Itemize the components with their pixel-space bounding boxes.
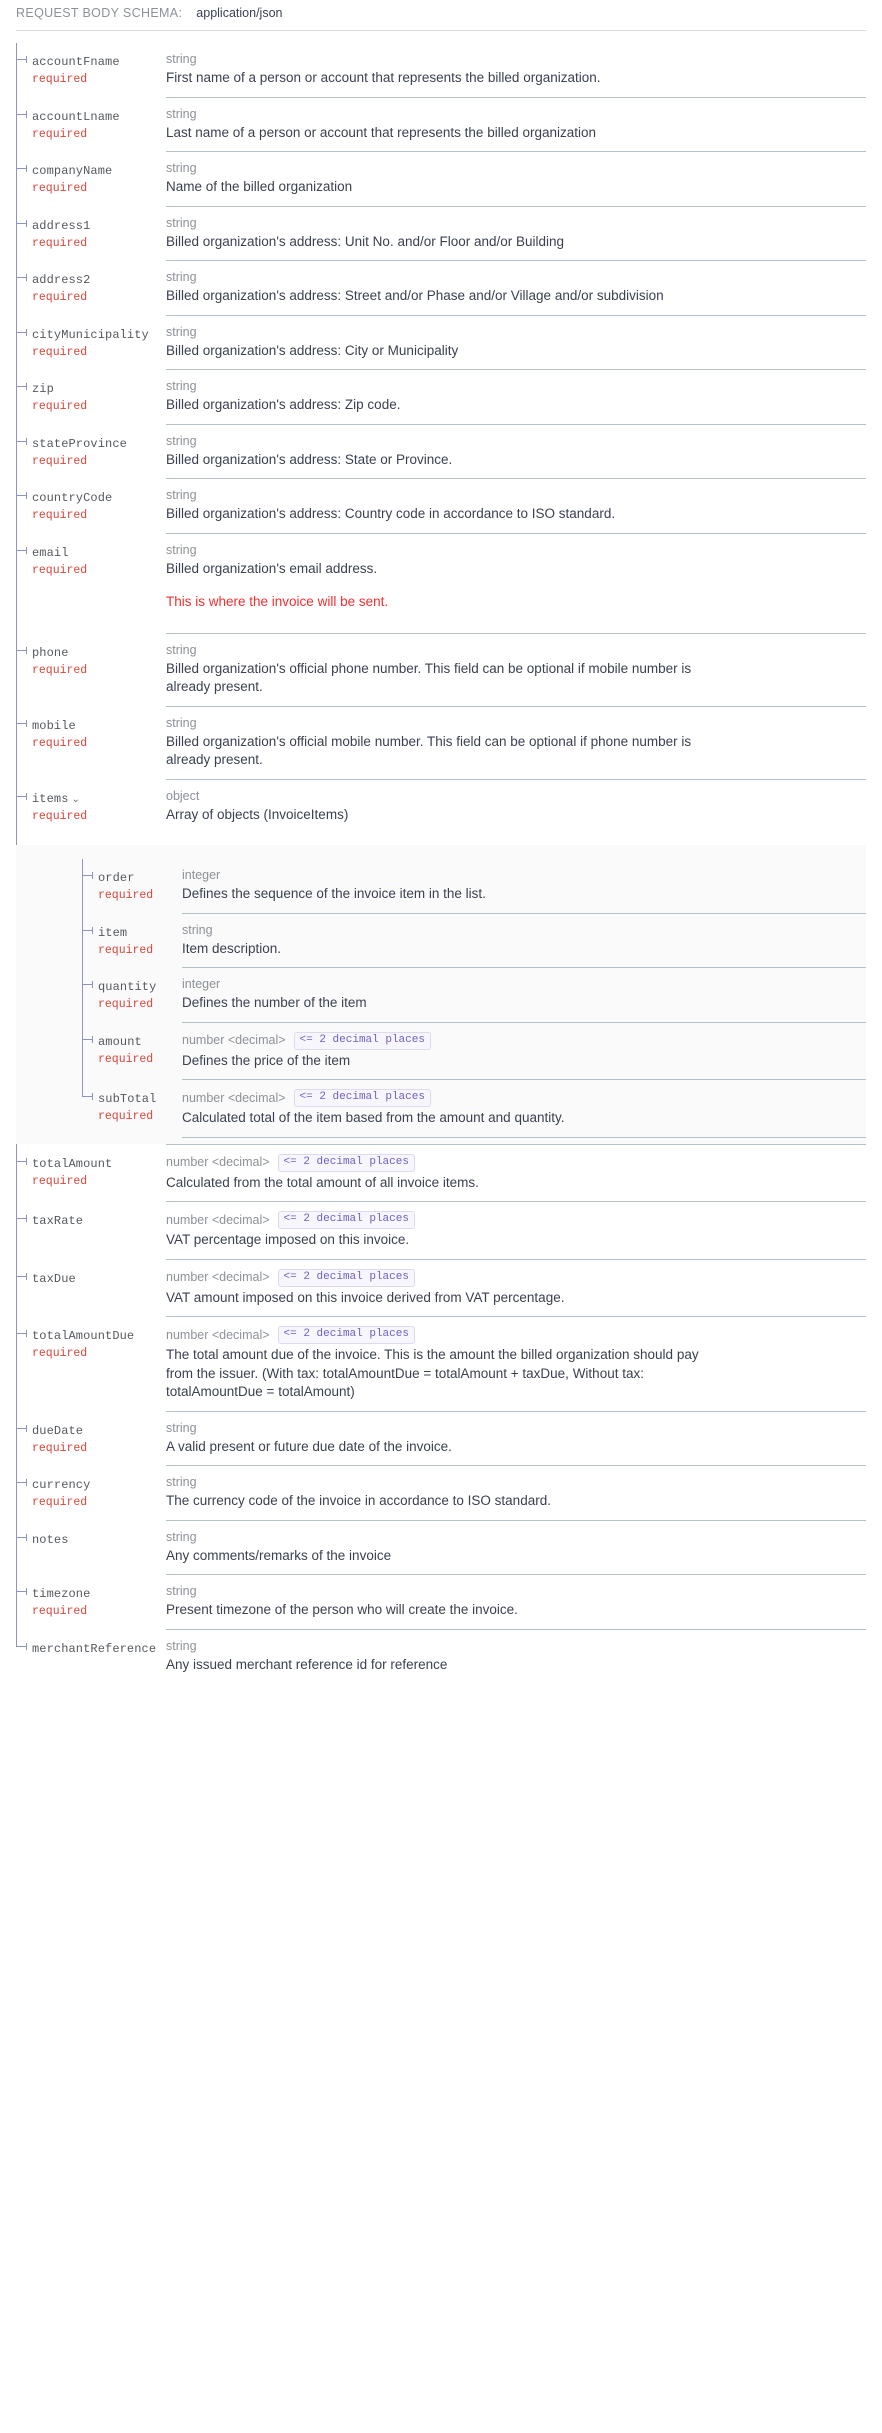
schema-property-row: [16, 43, 866, 97]
property-name-cell: [16, 1145, 166, 1198]
property-name: cityMunicipality: [32, 327, 149, 342]
required-badge: required: [32, 291, 88, 304]
tree-connector-icon: [16, 59, 27, 60]
property-info-cell: [166, 207, 866, 261]
decimal-constraint-badge: <= 2 decimal places: [294, 1032, 431, 1050]
property-name: taxDue: [32, 1271, 76, 1286]
required-badge: required: [98, 1110, 154, 1123]
property-description: The total amount due of the invoice. This is the amount the billed organization should pay from the issuer. (With tax: totalAmountDue = totalAmount + taxDue, Without tax: totalAmountDue = totalAmount): [166, 1347, 699, 1399]
property-description: Last name of a person or account that represents the billed organization: [166, 124, 597, 140]
schema-property-row: [16, 425, 866, 479]
schema-property-row: [16, 534, 866, 633]
schema-property-row: [16, 1145, 866, 1202]
property-name-cell: [16, 1260, 166, 1296]
schema-property-row: [16, 1202, 866, 1259]
required-badge: required: [32, 345, 88, 359]
property-name-cell: [16, 98, 166, 151]
property-name-cell: [16, 425, 166, 478]
property-name: email: [32, 545, 69, 560]
property-type-line: [166, 1639, 866, 1654]
property-name: subTotal: [98, 1092, 157, 1106]
tree-connector-icon: [16, 1276, 27, 1277]
nested-schema-tree: [16, 859, 866, 1138]
schema-property-row: [16, 479, 866, 533]
header-divider: [16, 30, 866, 31]
tree-connector-icon: [16, 114, 27, 115]
schema-property-row: [16, 152, 866, 206]
property-type: object: [166, 788, 200, 803]
tree-connector-icon: [16, 332, 27, 333]
schema-property-row: [16, 1466, 866, 1520]
property-info-cell: [166, 98, 866, 152]
schema-property-row: [16, 914, 866, 968]
property-type: number <decimal>: [166, 1155, 270, 1169]
property-name-cell: [16, 914, 182, 967]
schema-property-row: [16, 859, 866, 913]
property-info-cell: [166, 152, 866, 206]
property-name: items: [32, 791, 69, 806]
property-info-cell: [166, 1260, 866, 1317]
property-description: Name of the billed organization: [166, 179, 353, 194]
decimal-constraint-badge: <= 2 decimal places: [278, 1269, 415, 1287]
property-description: Present timezone of the person who will create the invoice.: [166, 1602, 518, 1617]
property-type: number <decimal>: [166, 1327, 270, 1342]
property-type: string: [166, 1420, 197, 1435]
required-badge: required: [98, 943, 154, 957]
property-info-cell: [166, 1412, 866, 1466]
tree-connector-icon: [16, 1161, 27, 1162]
property-description: Billed organization's address: Street and/or Phase and/or Village and/or subdivision: [166, 288, 664, 303]
property-type-line: [166, 1269, 866, 1287]
tree-connector-icon: [16, 723, 27, 724]
property-type: number <decimal>: [166, 1270, 270, 1284]
property-type-line: [166, 325, 866, 340]
property-description: A valid present or future due date of the invoice.: [166, 1438, 452, 1454]
schema-property-row: [16, 1575, 866, 1629]
property-type-line: [182, 868, 866, 883]
property-description: Billed organization's official phone number. This field can be optional if mobile number is already present.: [166, 660, 692, 694]
property-info-cell: [182, 859, 866, 913]
property-info-cell: [166, 316, 866, 370]
property-name-cell: [16, 1412, 166, 1465]
required-badge: required: [32, 736, 88, 750]
property-info-cell: [166, 780, 866, 834]
property-name: mobile: [32, 718, 76, 733]
property-name-cell: [16, 1202, 166, 1238]
required-badge: required: [98, 1052, 154, 1066]
schema-property-row: [16, 1412, 866, 1466]
schema-header-label: REQUEST BODY SCHEMA:: [16, 6, 183, 20]
property-name-cell: [16, 316, 166, 369]
tree-connector-icon: [16, 168, 27, 169]
property-name-cell: [16, 261, 166, 314]
property-name-cell: [16, 43, 166, 96]
property-description: First name of a person or account that represents the billed organization.: [166, 70, 601, 85]
property-name-cell: [16, 859, 182, 912]
tree-connector-icon: [82, 984, 93, 985]
required-badge: required: [32, 400, 88, 413]
property-type-line: [166, 107, 866, 122]
schema-property-row: [16, 1080, 866, 1137]
property-type: number <decimal>: [182, 1090, 286, 1105]
tree-connector-icon: [16, 550, 27, 551]
property-type-line: [166, 1154, 866, 1172]
property-description: Billed organization's address: State or Province.: [166, 451, 453, 467]
required-badge: required: [32, 1496, 88, 1509]
property-name-cell: [16, 1317, 166, 1370]
property-info-cell: [166, 1630, 866, 1684]
property-type: string: [166, 379, 197, 393]
property-info-cell: [166, 1575, 866, 1629]
tree-connector-icon: [16, 277, 27, 278]
schema-property-row: [16, 370, 866, 424]
property-description: Array of objects (InvoiceItems): [166, 806, 349, 822]
property-type: string: [166, 106, 197, 121]
property-name: notes: [32, 1532, 69, 1547]
property-info-cell: [166, 1145, 866, 1202]
property-type: string: [166, 324, 197, 339]
tree-connector-icon: [16, 1333, 27, 1334]
property-description: Defines the sequence of the invoice item in the list.: [182, 886, 486, 901]
property-type: string: [182, 922, 213, 937]
property-type-line: [166, 1421, 866, 1436]
tree-connector-icon: [16, 1218, 27, 1219]
property-info-cell: [166, 425, 866, 479]
schema-property-row: [16, 1630, 866, 1684]
tree-connector-icon: [82, 930, 93, 931]
property-name: quantity: [98, 980, 157, 994]
property-type-line: [166, 161, 866, 176]
property-name-cell: [16, 1080, 182, 1133]
property-info-cell: [182, 1080, 866, 1137]
property-type: string: [166, 1638, 197, 1653]
property-name: address2: [32, 273, 91, 287]
decimal-constraint-badge: <= 2 decimal places: [278, 1326, 415, 1344]
decimal-constraint-badge: <= 2 decimal places: [278, 1211, 415, 1229]
property-description: VAT percentage imposed on this invoice.: [166, 1232, 410, 1247]
property-name-cell: [16, 1521, 166, 1557]
property-name-cell: [16, 479, 166, 532]
schema-property-row: [16, 1521, 866, 1575]
property-name: item: [98, 925, 128, 940]
property-type-line: [166, 1530, 866, 1545]
schema-property-row: [16, 1260, 866, 1317]
schema-property-row: [16, 634, 866, 706]
property-name: order: [98, 871, 135, 885]
property-info-cell: [166, 370, 866, 424]
property-description: Billed organization's address: Zip code.: [166, 397, 401, 412]
schema-property-row: [16, 968, 866, 1022]
tree-connector-icon: [82, 1096, 93, 1097]
property-type-line: [166, 789, 866, 804]
property-description: Billed organization's email address.: [166, 560, 378, 576]
property-info-cell: [166, 707, 866, 779]
required-badge: required: [32, 182, 88, 195]
property-type: string: [166, 642, 197, 657]
tree-connector-icon: [16, 495, 27, 496]
chevron-down-icon[interactable]: ⌄: [71, 793, 80, 805]
schema-property-row: [16, 1023, 866, 1080]
tree-connector-icon: [16, 1537, 27, 1538]
property-type: string: [166, 715, 197, 730]
tree-connector-icon: [16, 796, 27, 797]
property-type: number <decimal>: [166, 1212, 270, 1227]
property-type: string: [166, 1584, 197, 1598]
property-description: VAT amount imposed on this invoice derived from VAT percentage.: [166, 1289, 565, 1305]
property-description: Billed organization's address: Unit No. and/or Floor and/or Building: [166, 233, 565, 249]
property-info-cell: [166, 534, 866, 633]
property-name: currency: [32, 1478, 91, 1492]
property-type-line: [166, 1326, 866, 1344]
property-type-line: [166, 52, 866, 67]
property-description: Any comments/remarks of the invoice: [166, 1547, 392, 1563]
property-name: zip: [32, 382, 54, 396]
schema-property-row: [16, 261, 866, 315]
tree-connector-icon: [82, 875, 93, 876]
property-type-line: [166, 1475, 866, 1490]
property-name-cell: [16, 207, 166, 260]
property-description: Billed organization's official mobile number. This field can be optional if phone number is already present.: [166, 733, 692, 767]
property-info-cell: [166, 261, 866, 315]
property-info-cell: [166, 1202, 866, 1259]
property-type-line: [166, 1211, 866, 1229]
property-description: Calculated total of the item based from the amount and quantity.: [182, 1110, 565, 1125]
schema-property-row: [16, 780, 866, 834]
property-type-line: [166, 434, 866, 449]
property-description: Billed organization's address: City or Municipality: [166, 342, 459, 358]
property-note: This is where the invoice will be sent.: [166, 594, 389, 609]
property-name-cell: [16, 1630, 166, 1666]
property-info-cell: [182, 914, 866, 968]
property-type-line: [166, 716, 866, 731]
required-badge: required: [32, 1441, 88, 1455]
decimal-constraint-badge: <= 2 decimal places: [294, 1089, 431, 1107]
schema-property-row: [16, 207, 866, 261]
decimal-constraint-badge: <= 2 decimal places: [278, 1154, 415, 1172]
required-badge: required: [98, 998, 154, 1011]
property-name-cell: [16, 534, 166, 587]
property-type: integer: [182, 977, 221, 991]
required-badge: required: [32, 236, 88, 250]
row-divider: [182, 1137, 866, 1138]
property-info-cell: [166, 479, 866, 533]
property-info-cell: [166, 1521, 866, 1575]
required-badge: required: [32, 454, 88, 468]
property-type: integer: [182, 868, 221, 882]
nested-object-block: [16, 845, 866, 1144]
property-type: string: [166, 1529, 197, 1544]
tree-connector-icon: [16, 1591, 27, 1592]
property-name-cell: [16, 780, 166, 833]
schema-property-row: [16, 707, 866, 779]
property-name-cell: [16, 370, 166, 423]
tree-connector-icon: [16, 1482, 27, 1483]
property-description: Calculated from the total amount of all invoice items.: [166, 1174, 479, 1190]
property-description: Any issued merchant reference id for reference: [166, 1656, 448, 1672]
property-type-line: [182, 1089, 866, 1107]
property-name: accountLname: [32, 109, 120, 124]
schema-tree: [16, 43, 866, 1683]
property-description: Defines the number of the item: [182, 995, 367, 1010]
property-name: accountFname: [32, 55, 120, 69]
schema-property-row: [16, 316, 866, 370]
tree-connector-icon: [16, 1646, 27, 1647]
property-type-line: [166, 216, 866, 231]
required-badge: required: [32, 1347, 88, 1360]
property-name: stateProvince: [32, 436, 127, 451]
property-name-cell: [16, 968, 182, 1021]
required-badge: required: [32, 1174, 88, 1188]
required-badge: required: [32, 127, 88, 141]
property-info-cell: [182, 968, 866, 1022]
tree-connector-icon: [16, 1428, 27, 1429]
property-name: dueDate: [32, 1423, 84, 1438]
property-type: string: [166, 215, 197, 230]
property-name: phone: [32, 645, 69, 660]
property-name-cell: [16, 707, 166, 760]
property-type-line: [166, 643, 866, 658]
property-type-line: [182, 977, 866, 992]
tree-connector-icon: [82, 1039, 93, 1040]
property-name: totalAmountDue: [32, 1329, 135, 1343]
property-type-line: [166, 379, 866, 394]
tree-connector-icon: [16, 441, 27, 442]
property-description: Defines the price of the item: [182, 1052, 351, 1068]
property-name: countryCode: [32, 491, 113, 505]
property-name-cell: [16, 634, 166, 687]
tree-connector-icon: [16, 386, 27, 387]
schema-header: [0, 0, 882, 26]
property-type: string: [166, 52, 197, 66]
property-type: string: [166, 161, 197, 175]
property-info-cell: [182, 1023, 866, 1080]
property-type: string: [166, 488, 197, 502]
required-badge: required: [32, 1605, 88, 1618]
property-info-cell: [166, 43, 866, 97]
property-info-cell: [166, 634, 866, 706]
property-type-line: [166, 270, 866, 285]
property-name-cell: [16, 1466, 166, 1519]
property-type-line: [182, 1032, 866, 1050]
property-type: string: [166, 433, 197, 448]
required-badge: required: [32, 509, 88, 522]
property-type-line: [166, 488, 866, 503]
property-name: timezone: [32, 1587, 91, 1601]
property-type-line: [166, 543, 866, 558]
property-description: Item description.: [182, 940, 282, 956]
required-badge: required: [32, 809, 88, 823]
required-badge: required: [98, 889, 154, 902]
tree-connector-icon: [16, 650, 27, 651]
schema-property-list: [0, 43, 882, 1683]
property-name: merchantReference: [32, 1641, 157, 1656]
property-description: The currency code of the invoice in accordance to ISO standard.: [166, 1493, 551, 1508]
property-info-cell: [166, 1466, 866, 1520]
schema-property-row: [16, 98, 866, 152]
property-name-cell: [16, 1575, 166, 1628]
schema-property-row: [16, 1317, 866, 1411]
property-type-line: [166, 1584, 866, 1599]
property-name: address1: [32, 218, 91, 233]
property-type-line: [182, 923, 866, 938]
tree-connector-icon: [16, 223, 27, 224]
property-name-cell: [16, 1023, 182, 1076]
property-description: Billed organization's address: Country code in accordance to ISO standard.: [166, 506, 616, 521]
required-badge: required: [32, 663, 88, 677]
schema-content-type: application/json: [196, 6, 283, 20]
property-name-cell: [16, 152, 166, 205]
property-info-cell: [166, 1317, 866, 1411]
property-type: number <decimal>: [182, 1033, 286, 1047]
property-name: taxRate: [32, 1214, 84, 1228]
property-type: string: [166, 270, 197, 284]
required-badge: required: [32, 563, 88, 577]
property-name: totalAmount: [32, 1156, 113, 1171]
property-name: amount: [98, 1034, 142, 1049]
required-badge: required: [32, 73, 88, 86]
property-type: string: [166, 542, 197, 557]
property-name: companyName: [32, 164, 113, 178]
property-type: string: [166, 1475, 197, 1489]
